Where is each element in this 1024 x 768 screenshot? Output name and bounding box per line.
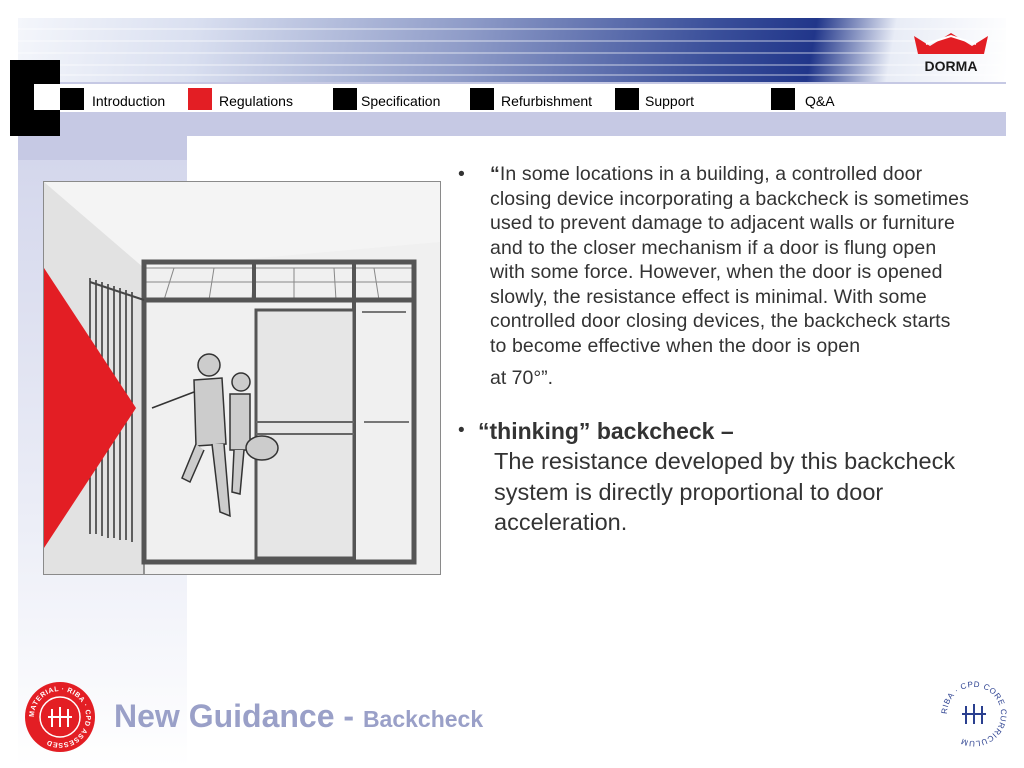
seal-left-text: MATERIAL · RIBA · CPD ASSESSED xyxy=(28,685,92,749)
nav-square-specification xyxy=(333,88,357,110)
riba-cpd-assessed-seal xyxy=(24,681,96,753)
nav-specification[interactable]: Specification xyxy=(361,93,441,109)
dorma-logo xyxy=(908,30,994,76)
bullet-dot: • xyxy=(458,163,465,185)
nav-underbar xyxy=(18,112,1006,136)
nav-regulations[interactable]: Regulations xyxy=(219,93,293,109)
open-quote: “ xyxy=(490,163,500,185)
nav-square-qa xyxy=(771,88,795,110)
nav-refurbishment[interactable]: Refurbishment xyxy=(501,93,593,109)
nav-qa[interactable]: Q&A xyxy=(805,93,835,109)
backcheck-door-illustration xyxy=(43,181,441,575)
slide-title xyxy=(114,698,483,735)
bullet-one-end: at 70°”. xyxy=(490,367,554,389)
seal-right-text: RIBA · CPD CORE CURRICULUM xyxy=(939,679,1009,749)
content-text xyxy=(450,162,970,538)
bullet-dot: • xyxy=(458,420,465,441)
bullet-two-body: The resistance developed by this backcheck system is directly proportional to door acceleration. xyxy=(494,448,956,535)
bullet-one xyxy=(450,162,970,358)
nav-square-support xyxy=(615,88,639,110)
logo-text: DORMA xyxy=(924,58,978,74)
corner-white-block xyxy=(34,84,60,110)
nav-square-refurbishment xyxy=(470,88,494,110)
title-sub: Backcheck xyxy=(362,706,484,732)
riba-cpd-core-curriculum-seal xyxy=(936,676,1012,752)
bullet-two-heading: “thinking” backcheck – xyxy=(478,418,734,444)
side-block xyxy=(18,136,187,160)
bullet-two xyxy=(450,418,970,538)
nav-square-introduction xyxy=(60,88,84,110)
header-banner xyxy=(18,18,1006,82)
nav-introduction[interactable]: Introduction xyxy=(92,93,166,109)
nav-support[interactable]: Support xyxy=(645,93,695,109)
bullet-one-text: In some locations in a building, a controlled door closing device incorporating a backcheck is sometimes used to prevent damage to adjacent walls or furniture and to the closer mechanism if a door is flung open with some force. However, when the door is opened slowly, the resistance effect is minimal. With some controlled door closing devices, the backcheck starts to become effective when the door is open xyxy=(490,163,969,357)
nav-square-regulations xyxy=(188,88,212,110)
title-main: New Guidance - xyxy=(114,698,363,734)
